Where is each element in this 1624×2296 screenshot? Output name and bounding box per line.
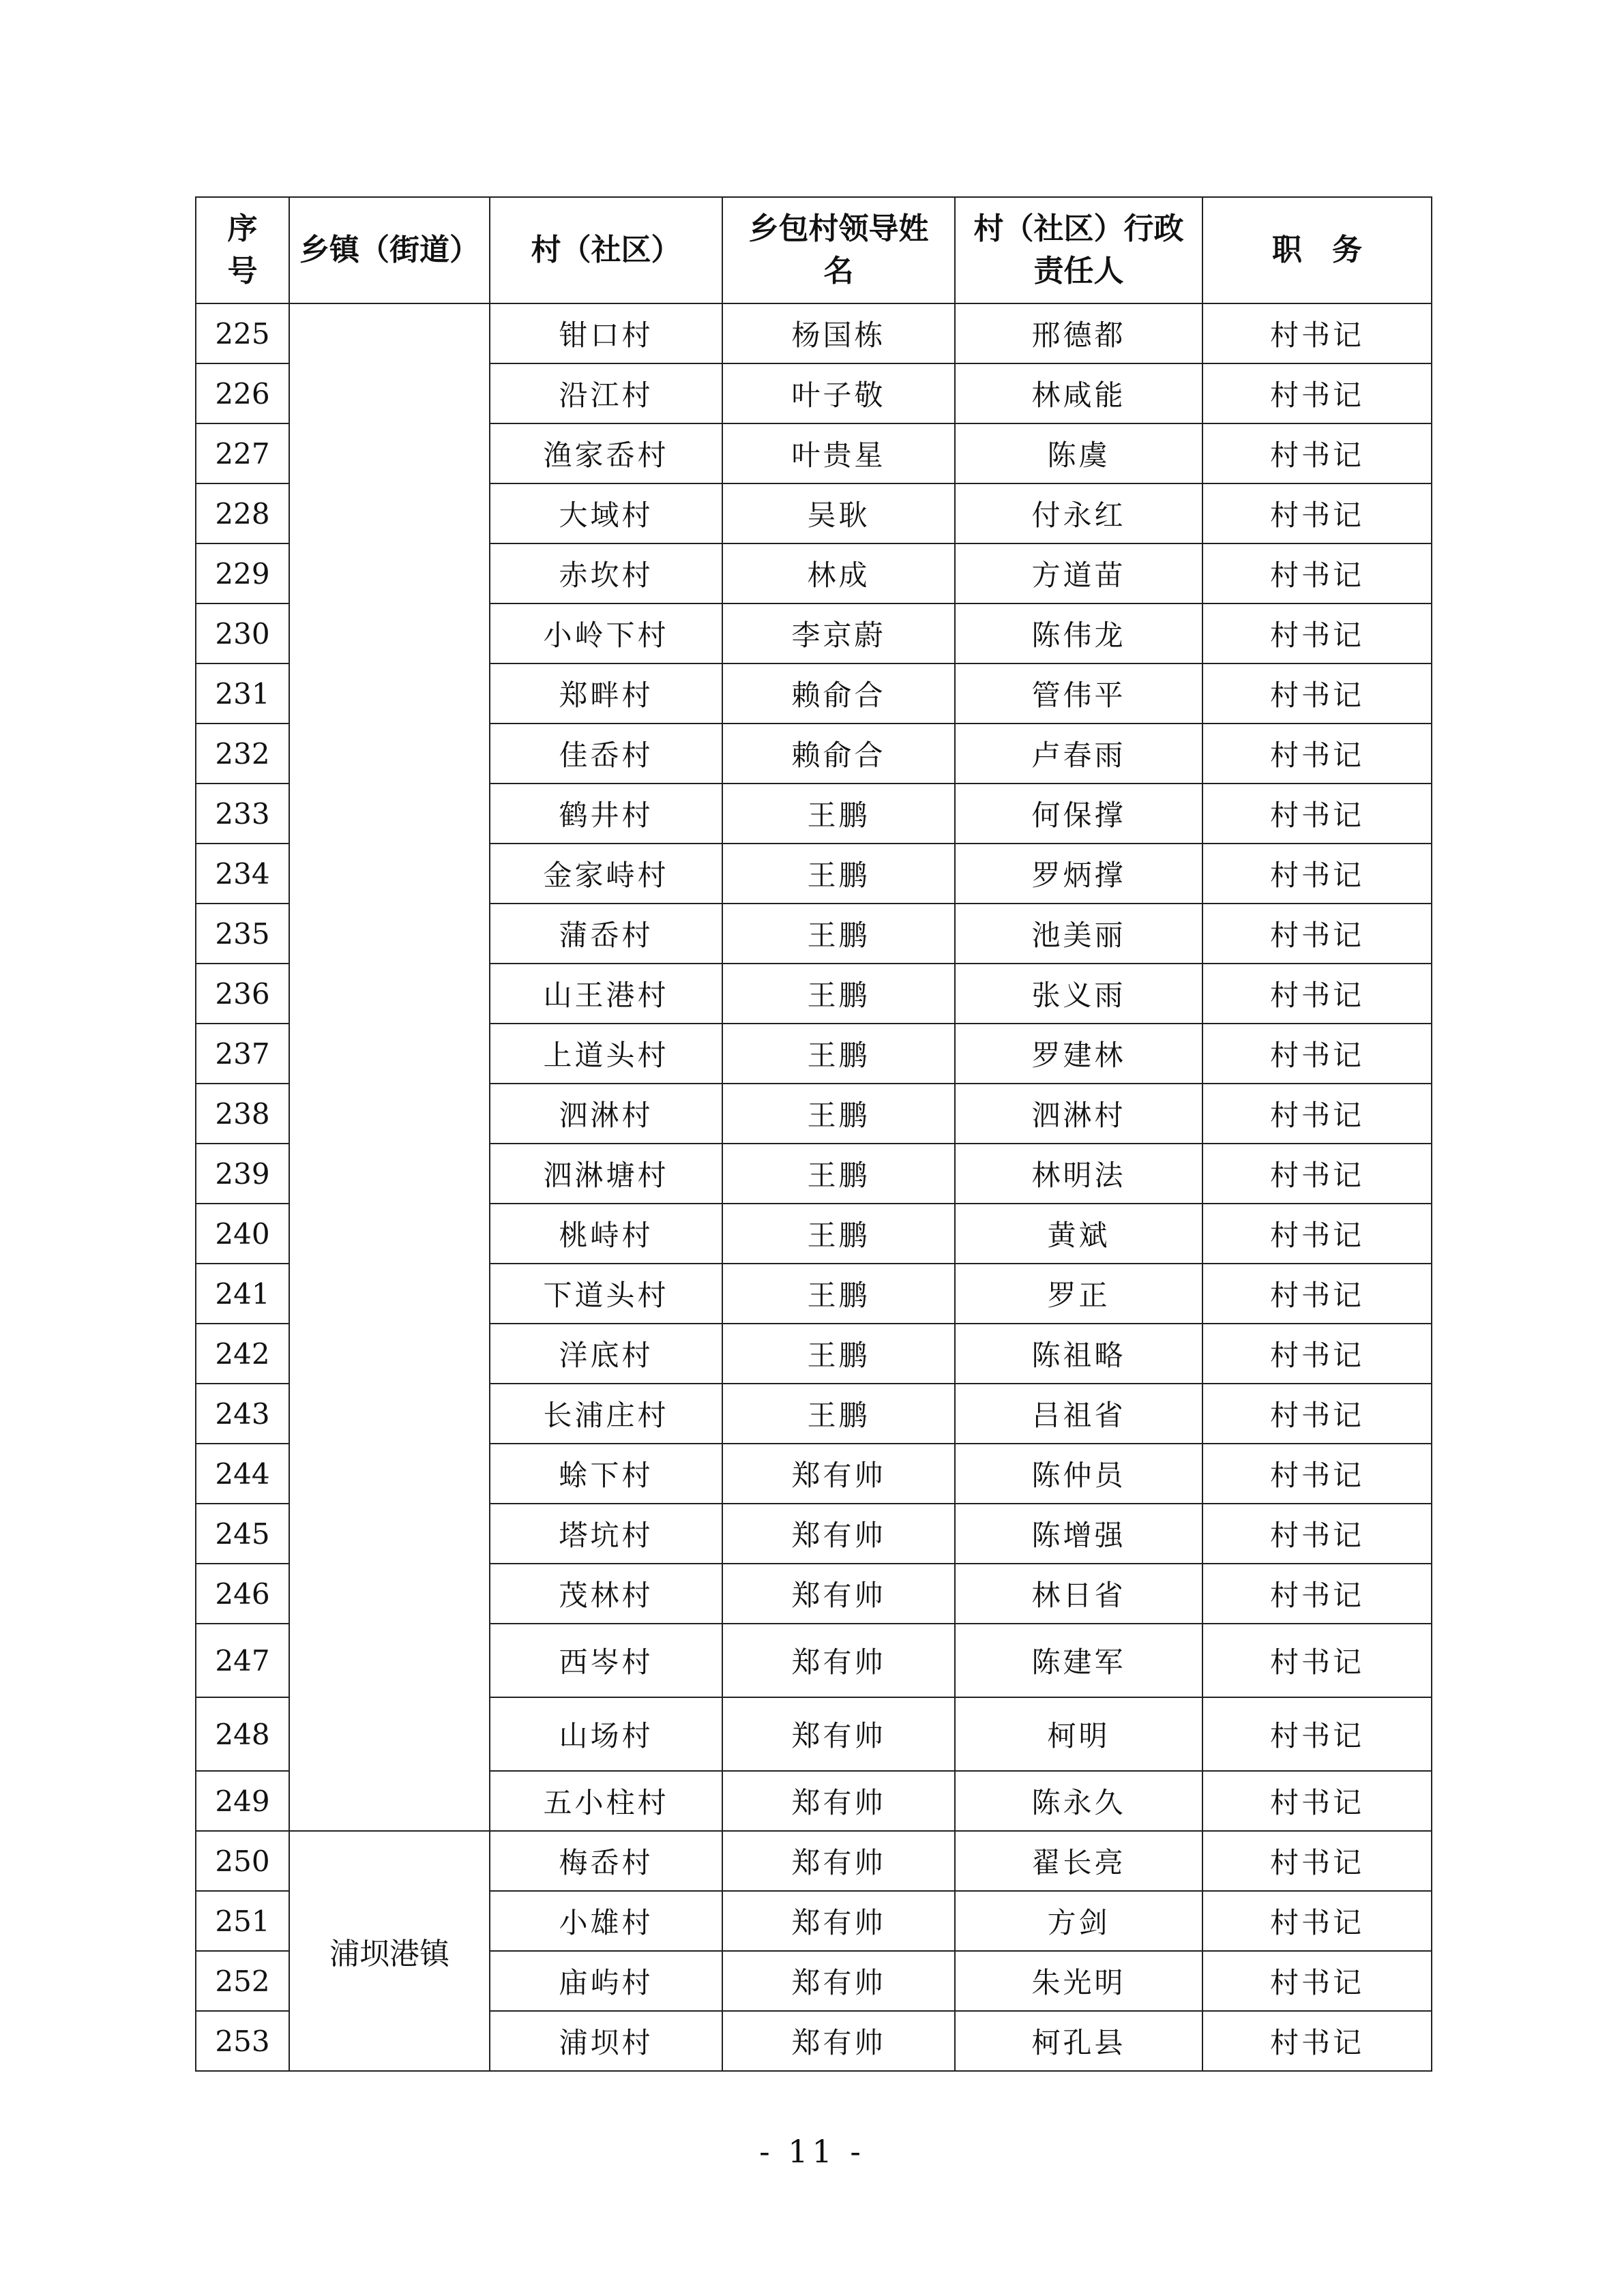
row-leader: 郑有帅 xyxy=(722,1697,955,1771)
row-seq: 240 xyxy=(196,1204,289,1264)
row-leader: 吴耿 xyxy=(722,483,955,543)
row-responsible: 朱光明 xyxy=(955,1951,1202,2011)
row-duty: 村书记 xyxy=(1202,1564,1432,1624)
row-duty: 村书记 xyxy=(1202,1264,1432,1324)
row-responsible: 卢春雨 xyxy=(955,724,1202,784)
row-responsible: 柯明 xyxy=(955,1697,1202,1771)
row-leader: 郑有帅 xyxy=(722,2011,955,2071)
row-responsible: 罗建林 xyxy=(955,1024,1202,1084)
row-leader: 林成 xyxy=(722,543,955,603)
row-duty: 村书记 xyxy=(1202,1444,1432,1504)
row-duty: 村书记 xyxy=(1202,784,1432,844)
row-town xyxy=(289,303,490,1831)
row-seq: 245 xyxy=(196,1504,289,1564)
row-duty: 村书记 xyxy=(1202,1624,1432,1697)
row-seq: 232 xyxy=(196,724,289,784)
row-responsible: 付永红 xyxy=(955,483,1202,543)
row-leader: 王鹏 xyxy=(722,964,955,1024)
row-leader: 郑有帅 xyxy=(722,1891,955,1951)
row-responsible: 方道苗 xyxy=(955,543,1202,603)
row-seq: 231 xyxy=(196,664,289,724)
row-duty: 村书记 xyxy=(1202,1384,1432,1444)
header-row xyxy=(196,197,1432,303)
row-village: 鹤井村 xyxy=(490,784,722,844)
row-leader: 王鹏 xyxy=(722,1264,955,1324)
header-duty: 职 务 xyxy=(1202,197,1432,303)
row-seq: 242 xyxy=(196,1324,289,1384)
row-responsible: 陈祖略 xyxy=(955,1324,1202,1384)
row-responsible: 林明法 xyxy=(955,1144,1202,1204)
row-seq: 235 xyxy=(196,904,289,964)
header-leader xyxy=(722,197,955,303)
row-responsible: 陈建军 xyxy=(955,1624,1202,1697)
row-leader: 郑有帅 xyxy=(722,1564,955,1624)
row-leader: 赖俞合 xyxy=(722,664,955,724)
row-seq: 247 xyxy=(196,1624,289,1697)
row-responsible: 罗正 xyxy=(955,1264,1202,1324)
row-responsible: 陈仲员 xyxy=(955,1444,1202,1504)
row-leader: 郑有帅 xyxy=(722,1504,955,1564)
row-leader: 王鹏 xyxy=(722,904,955,964)
row-leader: 王鹏 xyxy=(722,1084,955,1144)
row-village: 下道头村 xyxy=(490,1264,722,1324)
row-duty: 村书记 xyxy=(1202,1204,1432,1264)
row-village: 庙屿村 xyxy=(490,1951,722,2011)
row-leader: 郑有帅 xyxy=(722,1951,955,2011)
row-seq: 227 xyxy=(196,423,289,483)
row-seq: 251 xyxy=(196,1891,289,1951)
row-responsible: 罗炳撑 xyxy=(955,844,1202,904)
row-responsible: 陈虞 xyxy=(955,423,1202,483)
row-duty: 村书记 xyxy=(1202,1144,1432,1204)
row-leader: 郑有帅 xyxy=(722,1771,955,1831)
row-duty: 村书记 xyxy=(1202,483,1432,543)
row-duty: 村书记 xyxy=(1202,964,1432,1024)
row-seq: 225 xyxy=(196,303,289,363)
header-seq-a: 序 xyxy=(227,211,258,246)
row-village: 赤坎村 xyxy=(490,543,722,603)
row-seq: 233 xyxy=(196,784,289,844)
row-seq: 238 xyxy=(196,1084,289,1144)
row-village: 山场村 xyxy=(490,1697,722,1771)
row-village: 梅岙村 xyxy=(490,1831,722,1891)
row-leader: 郑有帅 xyxy=(722,1444,955,1504)
row-seq: 243 xyxy=(196,1384,289,1444)
row-responsible: 管伟平 xyxy=(955,664,1202,724)
header-town: 乡镇（街道） xyxy=(289,197,490,303)
row-responsible: 陈增强 xyxy=(955,1504,1202,1564)
row-seq: 252 xyxy=(196,1951,289,2011)
row-village: 郑畔村 xyxy=(490,664,722,724)
row-village: 金家峙村 xyxy=(490,844,722,904)
row-leader: 王鹏 xyxy=(722,1324,955,1384)
row-responsible: 邢德都 xyxy=(955,303,1202,363)
table-row xyxy=(196,1831,1432,1891)
row-village: 西岑村 xyxy=(490,1624,722,1697)
row-leader: 叶子敬 xyxy=(722,363,955,423)
row-seq: 234 xyxy=(196,844,289,904)
row-seq: 236 xyxy=(196,964,289,1024)
row-seq: 246 xyxy=(196,1564,289,1624)
row-village: 大域村 xyxy=(490,483,722,543)
row-leader: 郑有帅 xyxy=(722,1831,955,1891)
row-responsible: 何保撑 xyxy=(955,784,1202,844)
row-responsible: 方剑 xyxy=(955,1891,1202,1951)
row-village: 小岭下村 xyxy=(490,603,722,664)
row-duty: 村书记 xyxy=(1202,423,1432,483)
row-responsible: 陈伟龙 xyxy=(955,603,1202,664)
row-village: 洋底村 xyxy=(490,1324,722,1384)
header-seq-b: 号 xyxy=(227,254,258,288)
row-seq: 229 xyxy=(196,543,289,603)
row-village: 沿江村 xyxy=(490,363,722,423)
row-duty: 村书记 xyxy=(1202,724,1432,784)
row-responsible: 池美丽 xyxy=(955,904,1202,964)
row-duty: 村书记 xyxy=(1202,664,1432,724)
roster-table xyxy=(195,196,1432,2072)
row-seq: 230 xyxy=(196,603,289,664)
row-village: 茂林村 xyxy=(490,1564,722,1624)
row-village: 钳口村 xyxy=(490,303,722,363)
row-seq: 248 xyxy=(196,1697,289,1771)
row-duty: 村书记 xyxy=(1202,363,1432,423)
row-duty: 村书记 xyxy=(1202,1504,1432,1564)
row-leader: 赖俞合 xyxy=(722,724,955,784)
row-village: 桃峙村 xyxy=(490,1204,722,1264)
row-duty: 村书记 xyxy=(1202,603,1432,664)
row-duty: 村书记 xyxy=(1202,1771,1432,1831)
row-responsible: 黄斌 xyxy=(955,1204,1202,1264)
row-duty: 村书记 xyxy=(1202,543,1432,603)
row-duty: 村书记 xyxy=(1202,1024,1432,1084)
row-responsible: 林日省 xyxy=(955,1564,1202,1624)
row-village: 蒲岙村 xyxy=(490,904,722,964)
row-responsible: 翟长亮 xyxy=(955,1831,1202,1891)
row-village: 渔家岙村 xyxy=(490,423,722,483)
header-village: 村（社区） xyxy=(490,197,722,303)
row-responsible: 张义雨 xyxy=(955,964,1202,1024)
table-row xyxy=(196,303,1432,363)
row-seq: 250 xyxy=(196,1831,289,1891)
row-responsible: 柯孔县 xyxy=(955,2011,1202,2071)
row-village: 小雄村 xyxy=(490,1891,722,1951)
header-seq xyxy=(196,197,289,303)
row-leader: 郑有帅 xyxy=(722,1624,955,1697)
row-village: 泗淋村 xyxy=(490,1084,722,1144)
row-duty: 村书记 xyxy=(1202,904,1432,964)
header-leader-a: 乡包村领导姓 xyxy=(748,211,929,246)
row-responsible: 泗淋村 xyxy=(955,1084,1202,1144)
row-village: 蜍下村 xyxy=(490,1444,722,1504)
row-leader: 王鹏 xyxy=(722,1024,955,1084)
row-seq: 241 xyxy=(196,1264,289,1324)
row-seq: 237 xyxy=(196,1024,289,1084)
row-duty: 村书记 xyxy=(1202,1951,1432,2011)
row-responsible: 吕祖省 xyxy=(955,1384,1202,1444)
row-seq: 228 xyxy=(196,483,289,543)
header-leader-b: 名 xyxy=(823,254,854,288)
row-seq: 253 xyxy=(196,2011,289,2071)
row-seq: 249 xyxy=(196,1771,289,1831)
row-duty: 村书记 xyxy=(1202,844,1432,904)
row-responsible: 林咸能 xyxy=(955,363,1202,423)
row-leader: 王鹏 xyxy=(722,1384,955,1444)
row-duty: 村书记 xyxy=(1202,1324,1432,1384)
row-village: 塔坑村 xyxy=(490,1504,722,1564)
row-village: 五小柱村 xyxy=(490,1771,722,1831)
row-duty: 村书记 xyxy=(1202,1084,1432,1144)
row-duty: 村书记 xyxy=(1202,1891,1432,1951)
row-duty: 村书记 xyxy=(1202,303,1432,363)
row-seq: 239 xyxy=(196,1144,289,1204)
row-seq: 226 xyxy=(196,363,289,423)
row-town: 浦坝港镇 xyxy=(289,1831,490,2071)
row-leader: 王鹏 xyxy=(722,784,955,844)
row-duty: 村书记 xyxy=(1202,1697,1432,1771)
row-duty: 村书记 xyxy=(1202,1831,1432,1891)
row-village: 长浦庄村 xyxy=(490,1384,722,1444)
row-village: 泗淋塘村 xyxy=(490,1144,722,1204)
row-leader: 王鹏 xyxy=(722,1144,955,1204)
row-seq: 244 xyxy=(196,1444,289,1504)
row-leader: 叶贵星 xyxy=(722,423,955,483)
row-village: 佳岙村 xyxy=(490,724,722,784)
row-village: 山王港村 xyxy=(490,964,722,1024)
header-responsible-a: 村（社区）行政 xyxy=(973,211,1184,246)
row-leader: 王鹏 xyxy=(722,844,955,904)
row-village: 浦坝村 xyxy=(490,2011,722,2071)
row-leader: 王鹏 xyxy=(722,1204,955,1264)
row-leader: 杨国栋 xyxy=(722,303,955,363)
table-body xyxy=(196,303,1432,2071)
row-village: 上道头村 xyxy=(490,1024,722,1084)
header-responsible-b: 责任人 xyxy=(1033,254,1124,288)
header-responsible xyxy=(955,197,1202,303)
row-responsible: 陈永久 xyxy=(955,1771,1202,1831)
row-duty: 村书记 xyxy=(1202,2011,1432,2071)
row-leader: 李京蔚 xyxy=(722,603,955,664)
page-number: - 11 - xyxy=(759,2133,865,2170)
